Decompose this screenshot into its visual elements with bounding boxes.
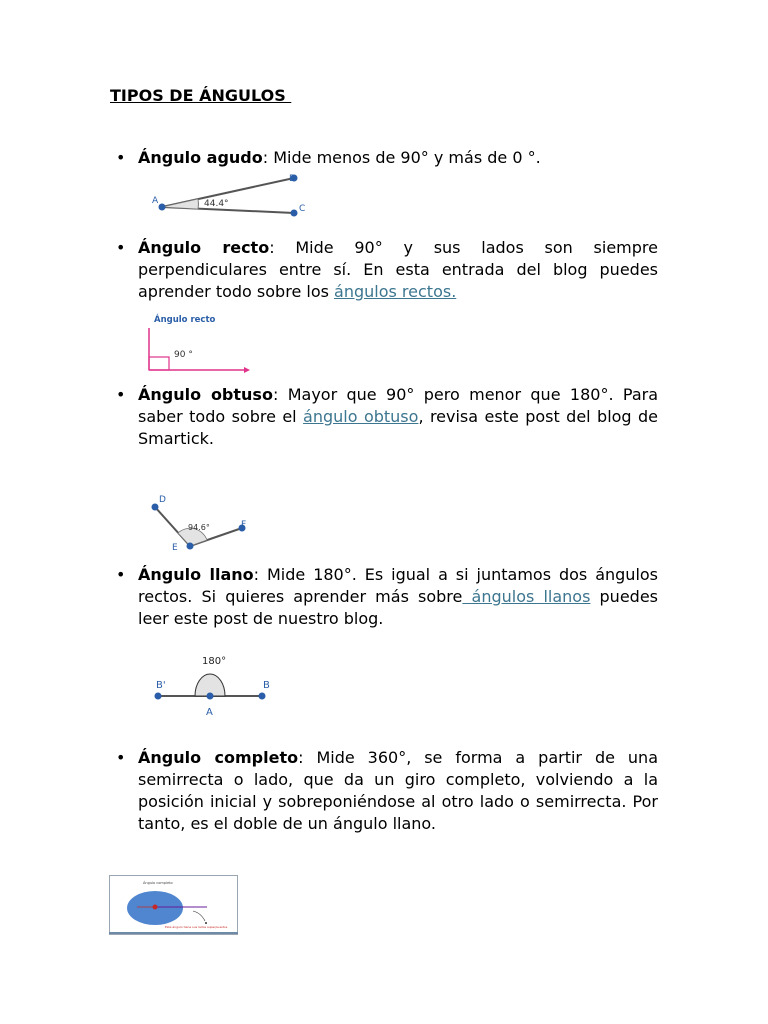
angle-label-obtuso: 94.6° <box>188 523 210 532</box>
term-llano: Ángulo llano <box>138 565 254 584</box>
point-label-e: E <box>172 543 178 553</box>
list-item-completo <box>110 747 658 835</box>
figure-angulo-completo <box>109 875 239 937</box>
point-label-d: D <box>159 495 166 505</box>
figure-angulo-llano <box>150 650 276 720</box>
figure-angulo-recto <box>144 312 254 374</box>
bullet: • <box>116 748 126 767</box>
angle-label-recto: 90 ° <box>174 350 193 360</box>
desc-obtuso: : Mayor que 90° pero menor que 180°. Para saber todo sobre el <box>138 385 659 426</box>
point-label-b: B <box>289 174 296 184</box>
figure-note-completo: Este ángulo tiene sus lados superpuestos <box>165 925 228 929</box>
term-agudo: Ángulo agudo <box>138 148 263 167</box>
point-label-a-llano: A <box>206 707 213 718</box>
point-label-b-llano: B <box>263 680 270 691</box>
list-item-llano <box>110 564 658 630</box>
desc-llano: : Mide 180°. Es igual a si juntamos dos ángulos rectos. Si quieres aprender más sobre <box>138 565 659 606</box>
desc-completo: : Mide 360°, se forma a partir de una semirrecta o lado, que da un giro completo, volviendo a la posición inicial y sobreponiéndose al otro lado o semirrecta. Por tanto, es el doble de un ángulo llano. <box>138 748 658 833</box>
bullet: • <box>116 565 126 584</box>
bullet: • <box>116 148 126 167</box>
point-label-a: A <box>152 196 159 206</box>
desc-llano-after: puedes leer este post de nuestro blog. <box>138 587 659 628</box>
figure-caption-completo: Ángulo completo <box>143 881 173 885</box>
list-item-agudo <box>110 147 658 169</box>
bullet: • <box>116 238 126 257</box>
desc-obtuso-after: , revisa este post del blog de Smartick. <box>138 407 659 448</box>
figure-caption-recto: Ángulo recto <box>154 315 216 325</box>
figure-angulo-obtuso <box>138 490 266 556</box>
figure-angulo-agudo <box>136 171 312 223</box>
point-label-b-prime: B' <box>156 680 166 691</box>
term-recto: Ángulo recto <box>138 238 270 257</box>
point-label-c: C <box>299 204 306 214</box>
link-angulos-llanos[interactable]: ángulos llanos <box>462 587 591 606</box>
desc-agudo: : Mide menos de 90° y más de 0 °. <box>262 148 541 167</box>
page-title: TIPOS DE ÁNGULOS <box>110 86 292 105</box>
term-obtuso: Ángulo obtuso <box>138 385 273 404</box>
link-angulo-obtuso[interactable]: ángulo obtuso <box>303 407 419 426</box>
point-label-f: F <box>241 520 247 530</box>
angle-label-llano: 180° <box>202 656 227 667</box>
desc-recto: : Mide 90° y sus lados son siempre perpendiculares entre sí. En esta entrada del blog puedes aprender todo sobre los <box>138 238 658 301</box>
term-completo: Ángulo completo <box>138 748 299 767</box>
bullet: • <box>116 385 126 404</box>
link-angulos-rectos[interactable]: ángulos rectos. <box>334 282 457 301</box>
angle-label-agudo: 44.4° <box>204 199 229 209</box>
list-item-obtuso <box>110 384 658 450</box>
list-item-recto <box>110 237 658 303</box>
